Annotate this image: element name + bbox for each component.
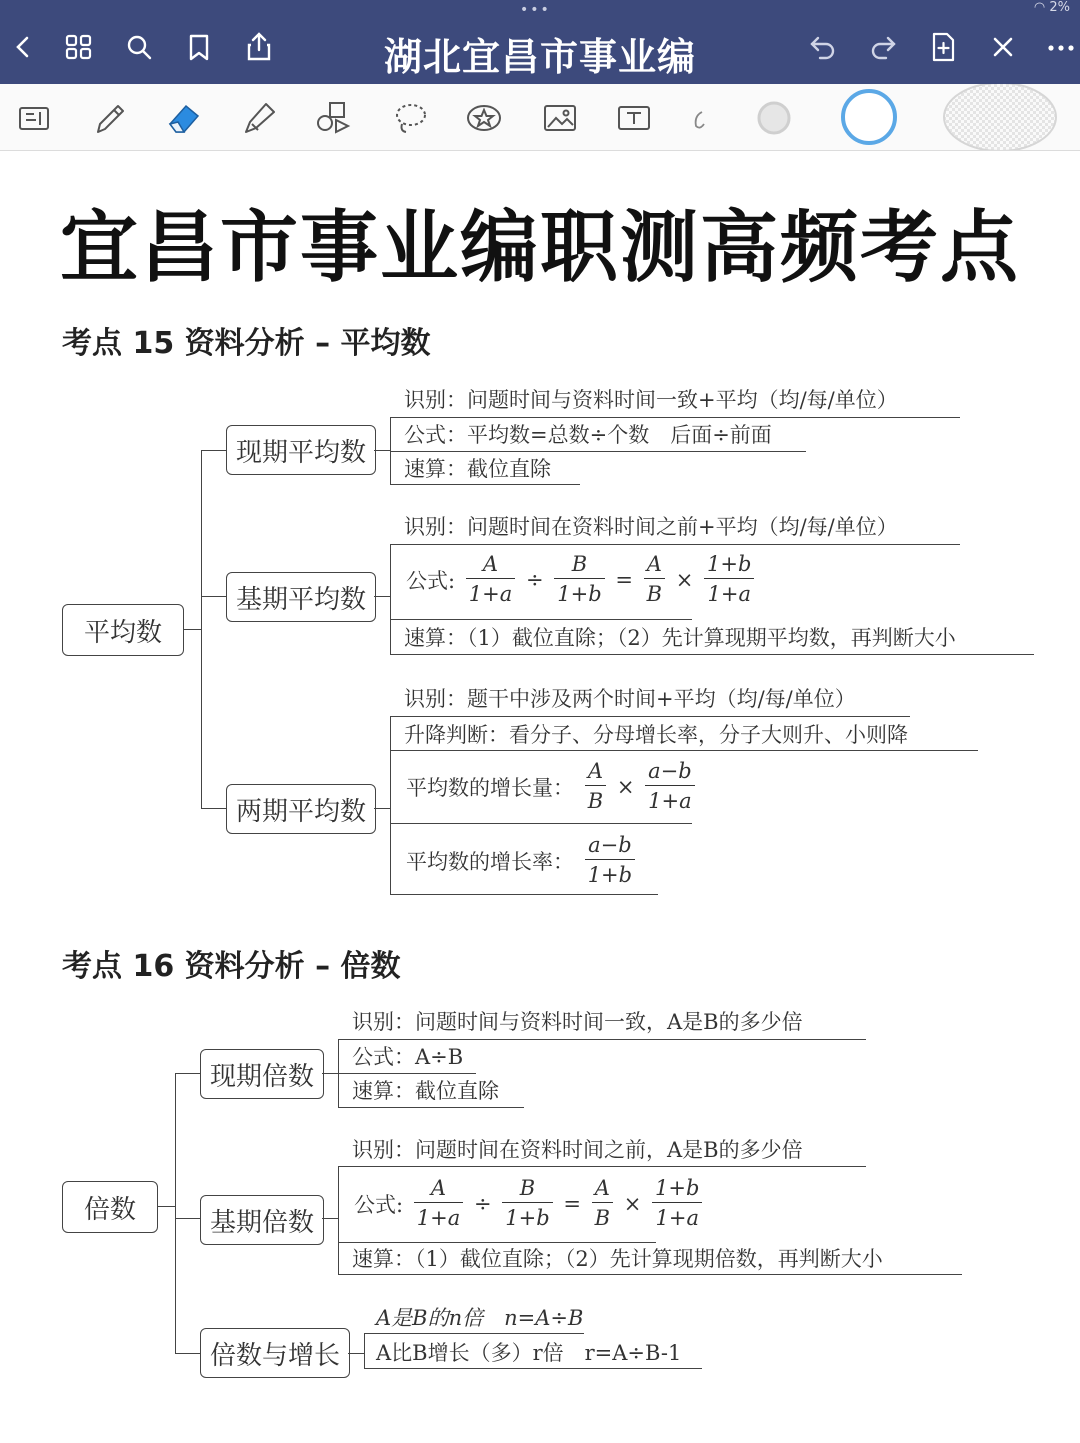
underline <box>390 750 978 751</box>
search-icon[interactable] <box>122 30 156 64</box>
pen-icon[interactable] <box>90 98 130 138</box>
document-title: 湖北宜昌市事业编 <box>383 35 696 79</box>
fraction: $\frac{1+b}{1+a}$ <box>704 550 754 609</box>
color-swatch-outline[interactable] <box>838 88 900 150</box>
redo-icon[interactable] <box>866 30 900 64</box>
underline <box>390 544 960 545</box>
connector-b3 <box>201 808 226 809</box>
grid-icon[interactable] <box>62 30 96 64</box>
connector <box>374 808 390 809</box>
underline <box>390 894 658 895</box>
image-icon[interactable] <box>540 98 580 138</box>
wifi-icon: ◠ <box>1033 0 1046 15</box>
battery-status <box>1034 0 1070 15</box>
reader-icon[interactable] <box>14 98 54 138</box>
fraction: $\frac{A}{B}$ <box>644 550 665 609</box>
formula-label: 平均数的增长量： <box>406 775 574 800</box>
connector-b3 <box>175 1353 200 1354</box>
section-16-heading: 考点 16 资料分析 – 倍数 <box>62 949 401 984</box>
formula-label: 平均数的增长率： <box>406 849 574 874</box>
color-swatch-gray[interactable] <box>754 98 794 138</box>
b3-growth-rate <box>404 831 637 890</box>
shapes-icon[interactable] <box>314 98 354 138</box>
underline <box>338 1274 962 1275</box>
fraction: $\frac{A}{1+a}$ <box>414 1174 463 1233</box>
eraser-icon[interactable] <box>164 98 204 138</box>
branch-current-multiple: 现期倍数 <box>200 1049 324 1099</box>
underline <box>364 1333 584 1334</box>
fraction: $\frac{a-b}{1+b}$ <box>585 831 635 890</box>
s16-b2-quick-calc: 速算：（1）截位直除；（2）先计算现期倍数，再判断大小 <box>352 1247 883 1271</box>
s16-b2-formula: 公式: $\frac{A}{1+a}$ ÷ $\frac{B}{1+b}$ = $\frac{A}{B}$ × $\frac{1+b}{1+a}$ <box>352 1174 704 1233</box>
branch-multiple-and-growth: 倍数与增长 <box>200 1328 350 1378</box>
section-15-heading: 考点 15 资料分析 – 平均数 <box>62 326 431 361</box>
branch-base-average: 基期平均数 <box>226 572 376 622</box>
connector-root <box>183 629 201 630</box>
connector-b2 <box>175 1218 200 1219</box>
underline <box>364 1368 702 1369</box>
fraction: $\frac{B}{1+b}$ <box>502 1174 552 1233</box>
underline <box>390 417 960 418</box>
connector <box>338 1166 339 1274</box>
connector-trunk <box>201 450 202 808</box>
s16-b1-formula: 公式：A÷B <box>352 1045 464 1069</box>
underline <box>390 716 910 717</box>
underline <box>390 451 806 452</box>
undo-icon[interactable] <box>806 30 840 64</box>
fraction: $\frac{A}{B}$ <box>585 757 606 816</box>
fraction: $\frac{B}{1+b}$ <box>554 550 604 609</box>
b3-identify: 识别：题干中涉及两个时间+平均（均/每/单位） <box>404 687 856 711</box>
root-node-average: 平均数 <box>62 604 184 656</box>
underline <box>338 1242 656 1243</box>
branch-two-period-average: 两期平均数 <box>226 784 376 834</box>
underline <box>338 1107 524 1108</box>
connector-trunk <box>175 1073 176 1353</box>
underline <box>390 823 692 824</box>
connector <box>348 1353 364 1354</box>
connector-b1 <box>175 1073 200 1074</box>
sticker-icon[interactable] <box>464 98 504 138</box>
root-node-multiple: 倍数 <box>62 1181 158 1233</box>
formula-label: 公式: <box>354 1192 404 1217</box>
close-icon[interactable] <box>986 30 1020 64</box>
connector <box>322 1073 338 1074</box>
branch-current-average: 现期平均数 <box>226 425 376 475</box>
page-title: 宜昌市事业编职测高频考点 <box>59 203 1020 293</box>
connector-root <box>157 1206 175 1207</box>
text-icon[interactable] <box>614 98 654 138</box>
fraction: $\frac{A}{1+a}$ <box>466 550 515 609</box>
b3-growth-amount: 平均数的增长量： $\frac{A}{B}$ × $\frac{a-b}{1+a}$ <box>404 757 697 816</box>
b1-formula: 公式：平均数=总数÷个数 后面÷前面 <box>404 423 772 447</box>
top-navigation-bar <box>0 0 1080 84</box>
connector <box>374 596 390 597</box>
b3-trend: 升降判断：看分子、分母增长率，分子大则升、小则降 <box>404 723 908 747</box>
lasso-icon[interactable] <box>390 98 430 138</box>
b2-quick-calc: 速算：（1）截位直除；（2）先计算现期平均数，再判断大小 <box>404 626 956 650</box>
underline <box>390 619 692 620</box>
formula-label: 公式: <box>406 568 456 593</box>
bookmark-icon[interactable] <box>182 30 216 64</box>
underline <box>390 654 1034 655</box>
connector <box>374 450 390 451</box>
s16-b1-identify: 识别：问题时间与资料时间一致，A是B的多少倍 <box>352 1010 803 1034</box>
connector <box>364 1333 365 1369</box>
fraction: $\frac{1+b}{1+a}$ <box>652 1174 702 1233</box>
highlighter-icon[interactable] <box>240 98 280 138</box>
branch-base-multiple: 基期倍数 <box>200 1195 324 1245</box>
share-icon[interactable] <box>242 30 276 64</box>
b2-formula: 公式: $\frac{A}{1+a}$ ÷ $\frac{B}{1+b}$ = $\frac{A}{B}$ × $\frac{1+b}{1+a}$ <box>404 550 756 609</box>
underline <box>338 1039 866 1040</box>
more-icon[interactable] <box>1044 30 1078 64</box>
battery-level: 2% <box>1049 0 1070 15</box>
s16-b2-identify: 识别：问题时间在资料时间之前，A是B的多少倍 <box>352 1138 803 1162</box>
underline <box>390 484 580 485</box>
underline <box>338 1073 476 1074</box>
fraction: $\frac{a-b}{1+a}$ <box>645 757 695 816</box>
drawing-toolbar <box>0 84 1080 151</box>
back-icon[interactable] <box>6 30 40 64</box>
connector <box>390 544 391 654</box>
drag-handle[interactable]: ••• <box>520 2 551 18</box>
color-swatch-pattern[interactable] <box>940 84 1060 150</box>
s16-b3-r-growth: A比B增长（多）r倍 r=A÷B-1 <box>376 1341 682 1365</box>
s16-b1-quick-calc: 速算：截位直除 <box>352 1079 499 1103</box>
fraction: $\frac{A}{B}$ <box>592 1174 613 1233</box>
link-icon[interactable] <box>680 98 720 138</box>
connector-b1 <box>201 450 226 451</box>
add-page-icon[interactable] <box>926 30 960 64</box>
b1-quick-calc: 速算：截位直除 <box>404 457 551 481</box>
b1-identify: 识别：问题时间与资料时间一致+平均（均/每/单位） <box>404 388 898 412</box>
s16-b3-n-times: A是B的n倍 n=A÷B <box>376 1306 584 1330</box>
connector <box>322 1218 338 1219</box>
underline <box>338 1166 866 1167</box>
connector <box>390 716 391 894</box>
connector-b2 <box>201 596 226 597</box>
b2-identify: 识别：问题时间在资料时间之前+平均（均/每/单位） <box>404 515 898 539</box>
